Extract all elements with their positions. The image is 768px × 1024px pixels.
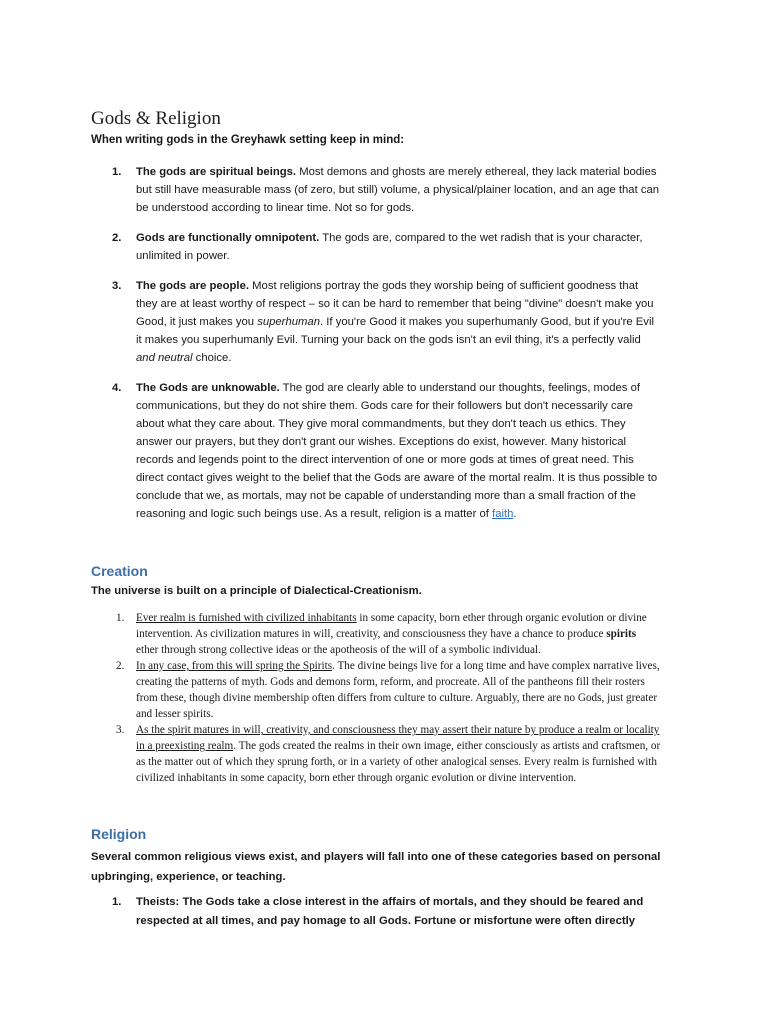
list-item [91, 893, 661, 931]
item-underlined: In any case, from this will spring the Spirits [136, 660, 333, 672]
gods-list [91, 163, 661, 535]
page-title: Gods & Religion [91, 108, 221, 129]
list-item [91, 658, 661, 722]
creation-heading: Creation [91, 563, 148, 579]
item-text: . [513, 508, 517, 520]
list-item [91, 722, 661, 786]
faith-link[interactable]: faith [492, 508, 514, 520]
list-item [91, 163, 661, 217]
item-number: 4. [112, 382, 122, 394]
item-text: ether through strong collective ideas or the apotheosis of the will of a symbolic individual. [136, 644, 541, 656]
item-lead: The gods are people. [136, 280, 249, 292]
item-text: . If you're Good it makes you superhumanly Good, but if you're Evil it makes you superhumanly Evil. Turning your back on the gods isn't an evil thing, it's a perfectly valid [136, 316, 654, 346]
list-item [91, 610, 661, 658]
item-lead: The Gods are unknowable. [136, 382, 280, 394]
item-lead: Gods are functionally omnipotent. [136, 232, 320, 244]
item-number: 3. [112, 280, 122, 292]
intro-text: When writing gods in the Greyhawk setting keep in mind: [91, 134, 405, 146]
item-text: Most religions portray the gods they worship being of sufficient goodness that they are at least worthy of respect – so it can be hard to remember that being "divine" doesn't make you Good, it just makes you [136, 280, 654, 328]
item-number: 3. [116, 724, 125, 736]
item-text: in some capacity, born ether through organic evolution or divine intervention. As civilization matures in will, creativity, and consciousness they have a chance to produce [136, 612, 647, 640]
item-number: 1. [112, 896, 122, 908]
item-text: Theists: The Gods take a close interest in the affairs of mortals, and they should be feared and respected at all times, and pay homage to all Gods. Fortune or misfortune were often directly [136, 896, 644, 927]
creation-intro: The universe is built on a principle of Dialectical-Creationism. [91, 585, 422, 597]
item-number: 2. [112, 232, 122, 244]
religion-intro: Several common religious views exist, and players will fall into one of these categories based on personal upbringing, experience, or teaching. [91, 851, 661, 883]
item-emphasis: and neutral [136, 352, 193, 364]
item-text: choice. [192, 352, 232, 364]
item-number: 2. [116, 660, 125, 672]
item-bold: spirits [606, 628, 637, 640]
list-item [91, 229, 661, 265]
list-item [91, 379, 661, 523]
item-text: The god are clearly able to understand our thoughts, feelings, modes of communications, but they do not shire them. Gods care for their followers but don't necessarily care about what they care about. They give moral commandments, but they don't teach us ethics. They answer our prayers, but they don't grant our wishes. Exceptions do exist, however. Many historical records and legends point to the direct intervention of one or more gods at times of great need. This direct contact gives weight to the belief that the Gods are aware of the mortal realm. It is thus possible to conclude that we, as mortals, may not be capable of understanding more than a small fraction of the reasoning and logic such beings use. As a result, religion is a matter of [136, 382, 658, 520]
item-number: 1. [112, 166, 122, 178]
list-item [91, 277, 661, 367]
item-lead: The gods are spiritual beings. [136, 166, 297, 178]
creation-list [91, 610, 661, 786]
religion-list [91, 893, 661, 931]
item-underlined: As the spirit matures in will, creativity, and consciousness they may assert their nature by produce a realm or locality in a preexisting realm [136, 724, 660, 752]
item-text: The gods are, compared to the wet radish that is your character, unlimited in power. [136, 232, 643, 262]
item-emphasis: superhuman [257, 316, 320, 328]
item-underlined: Ever realm is furnished with civilized inhabitants [136, 612, 357, 624]
item-text: . The divine beings live for a long time and have complex narrative lives, creating the patterns of myth. Gods and demons form, reform, and procreate. All of the pantheons fill their rosters from these, though divine membership often differs from culture to culture. Arguably, there are no Gods, just greater and lesser spirits. [136, 660, 660, 720]
religion-heading: Religion [91, 826, 147, 842]
item-text: Most demons and ghosts are merely ethereal, they lack material bodies but still have measurable mass (of zero, but still) volume, a physical/plainer location, and an age that can be understood according to linear time. Not so for gods. [136, 166, 660, 214]
item-text: . The gods created the realms in their own image, either consciously as artists and craftsmen, or as the matter out of which they sprung forth, or in a variety of other analogical senses. Every realm is furnished with civilized inhabitants in some capacity, born ether through organic evolution or divine intervention. [136, 740, 661, 784]
item-number: 1. [116, 612, 125, 624]
